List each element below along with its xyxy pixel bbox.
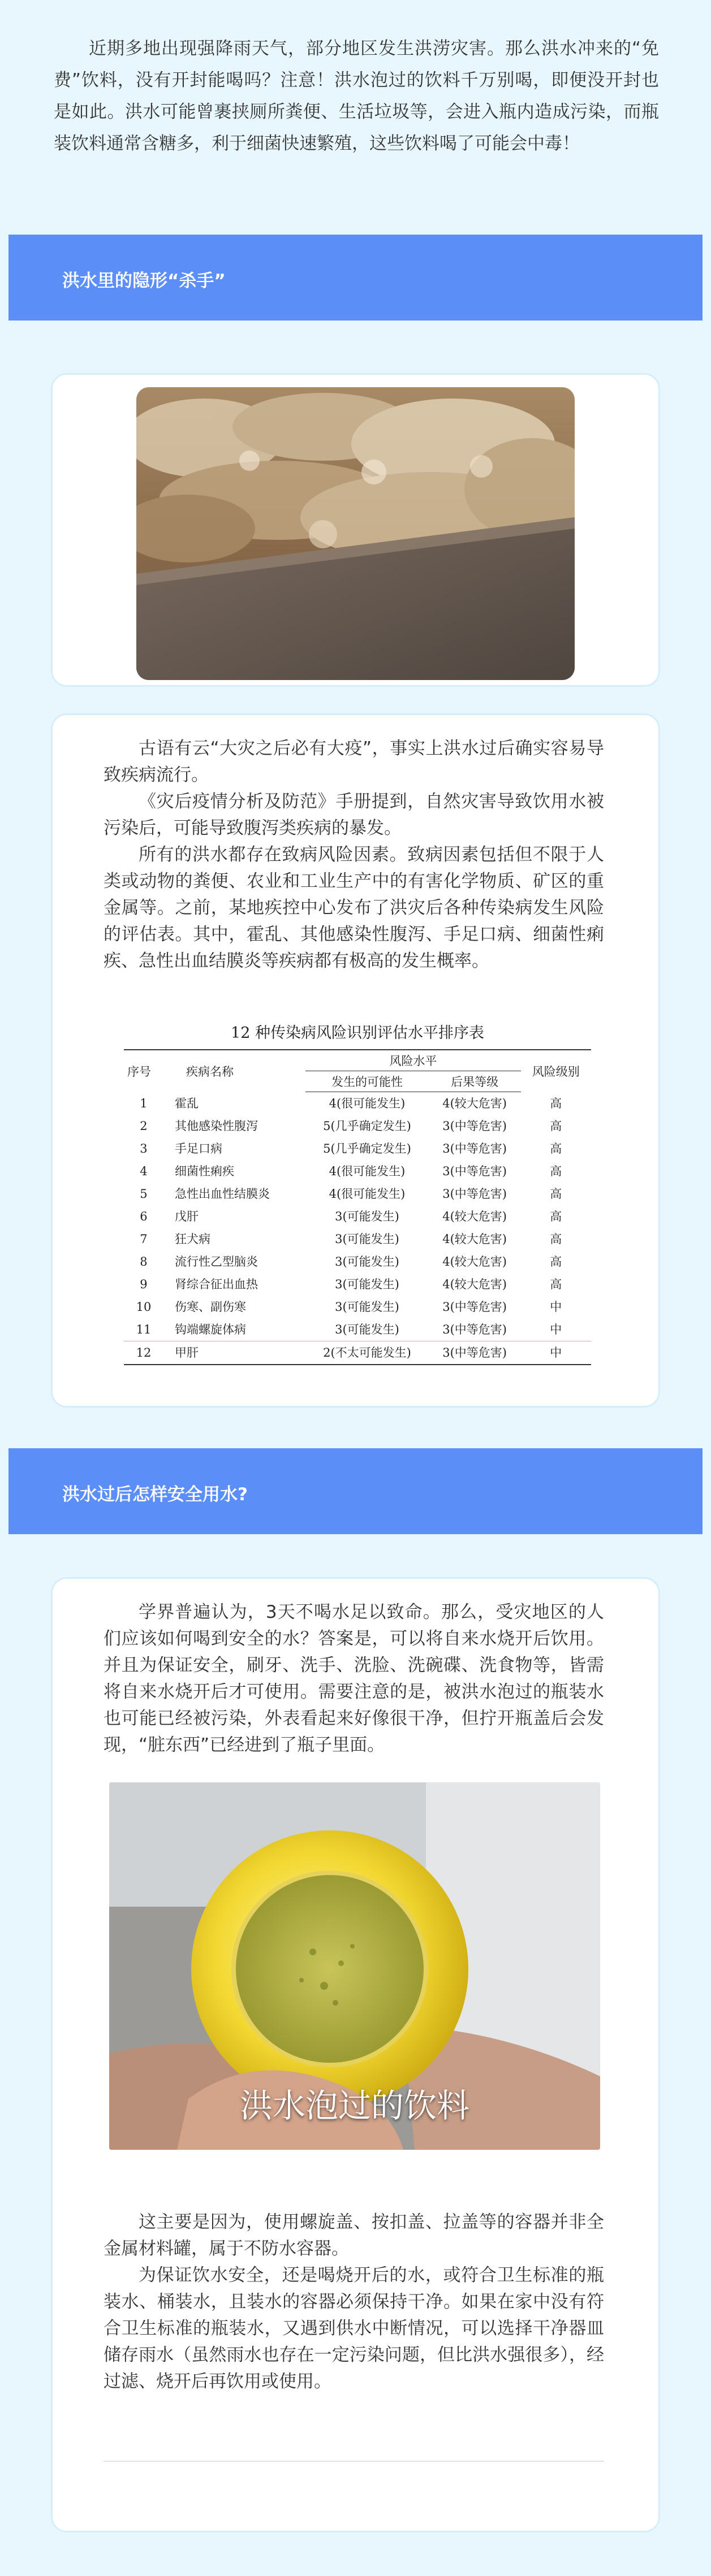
table-row (124, 1115, 591, 1137)
cell-index: 4 (140, 1164, 148, 1178)
cell-consequence: 4(较大危害) (442, 1097, 507, 1110)
intro-paragraph: 近期多地出现强降雨天气，部分地区发生洪涝灾害。那么洪水冲来的“免费”饮料，没有开封能喝吗？注意！洪水泡过的饮料千万别喝，即便没开封也是如此。洪水可能曾裹挟厕所粪便、生活垃圾等，会进入瓶内造成污染，而瓶装饮料通常含糖多，利于细菌快速繁殖，这些饮料喝了可能会中毒！ (54, 38, 659, 154)
cell-likelihood: 3(可能发生) (335, 1278, 399, 1291)
section-title: 洪水过后怎样安全用水? (62, 1484, 248, 1505)
cell-consequence: 3(中等危害) (442, 1119, 507, 1133)
cell-likelihood: 3(可能发生) (335, 1323, 399, 1336)
cell-grade: 高 (550, 1119, 562, 1133)
cell-likelihood: 4(很可能发生) (329, 1164, 406, 1178)
table-row (124, 1273, 591, 1296)
cell-disease: 钩端螺旋体病 (174, 1323, 246, 1336)
cell-likelihood: 3(可能发生) (335, 1210, 399, 1223)
table-row (124, 1205, 591, 1228)
cell-grade: 高 (550, 1142, 562, 1155)
cell-consequence: 3(中等危害) (442, 1300, 507, 1314)
flood-image-card (51, 373, 660, 687)
table-row (124, 1160, 591, 1183)
safe-water-text-2 (104, 2209, 604, 2395)
cell-index: 11 (136, 1323, 152, 1336)
flooded-bottle-cap-image (109, 1782, 600, 2150)
cell-grade: 高 (550, 1187, 562, 1201)
cell-grade: 高 (550, 1164, 562, 1178)
paragraph: 《灾后疫情分析及防范》手册提到，自然灾害导致饮用水被污染后，可能导致腹泻类疾病的暴发。 (104, 791, 604, 838)
cell-likelihood: 3(可能发生) (335, 1232, 399, 1246)
epidemic-text (104, 735, 604, 975)
paragraph: 这主要是因为，使用螺旋盖、按扣盖、拉盖等的容器并非全金属材料罐，属于不防水容器。 (104, 2212, 604, 2259)
cell-disease: 狂犬病 (174, 1232, 210, 1246)
cell-grade: 高 (550, 1255, 562, 1268)
cell-disease: 霍乱 (174, 1096, 199, 1110)
cell-consequence: 4(较大危害) (442, 1278, 507, 1291)
section-banner-safe-water (8, 1448, 703, 1534)
table-row (124, 1137, 591, 1160)
table-row (124, 1341, 591, 1365)
cell-grade: 高 (550, 1232, 562, 1246)
cell-index: 10 (136, 1300, 152, 1314)
risk-assessment-table (124, 1049, 591, 1365)
table-row (124, 1092, 591, 1115)
cell-likelihood: 4(很可能发生) (329, 1187, 406, 1201)
paragraph: 为保证饮水安全，还是喝烧开后的水，或符合卫生标准的瓶装水、桶装水，且装水的容器必须保持干净。如果在家中没有符合卫生标准的瓶装水，又遇到供水中断情况，可以选择干净器皿储存雨水（虽然雨水也存在一定污染问题，但比洪水强很多），经过滤、烧开后再饮用或使用。 (104, 2265, 604, 2392)
cell-grade: 中 (521, 1341, 591, 1365)
header-consequence: 后果等级 (429, 1071, 521, 1092)
cell-index: 12 (124, 1341, 163, 1365)
header-index: 序号 (124, 1050, 163, 1092)
paragraph: 所有的洪水都存在致病风险因素。致病因素包括但不限于人类或动物的粪便、农业和工业生产中的有害化学物质、矿区的重金属等。之前，某地疾控中心发布了洪灾后各种传染病发生风险的评估表。其中，霍乱、其他感染性腹泻、手足口病、细菌性痢疾、急性出血结膜炎等疾病都有极高的发生概率。 (104, 845, 604, 971)
cell-consequence: 4(较大危害) (442, 1232, 507, 1246)
paragraph: 古语有云“大灾之后必有大疫”，事实上洪水过后确实容易导致疾病流行。 (104, 738, 604, 785)
cell-index: 5 (140, 1187, 148, 1201)
table-row (124, 1318, 591, 1341)
cell-index: 6 (140, 1210, 148, 1223)
table-caption: 12 种传染病风险识别评估水平排序表 (231, 1024, 484, 1042)
safe-water-text-1 (104, 1599, 604, 1759)
cell-disease: 手足口病 (174, 1142, 222, 1155)
safe-water-card (51, 1577, 660, 2532)
cell-likelihood: 5(几乎确定发生) (323, 1119, 411, 1133)
cell-disease: 戊肝 (174, 1210, 199, 1223)
cell-disease: 急性出血性结膜炎 (174, 1187, 270, 1201)
cell-index: 1 (140, 1096, 148, 1110)
table-row (124, 1296, 591, 1318)
cell-consequence: 3(中等危害) (442, 1187, 507, 1201)
cell-index: 8 (140, 1255, 148, 1268)
cell-consequence: 3(中等危害) (442, 1142, 507, 1155)
epidemic-info-card (51, 713, 660, 1408)
table-row (124, 1183, 591, 1205)
header-risk-grade: 风险级别 (521, 1050, 591, 1092)
cell-index: 7 (140, 1232, 148, 1246)
cell-consequence: 4(较大危害) (442, 1255, 507, 1268)
cell-disease: 流行性乙型脑炎 (174, 1255, 258, 1268)
paragraph: 学界普遍认为，3天不喝水足以致命。那么，受灾地区的人们应该如何喝到安全的水？答案是，可以将自来水烧开后饮用。并且为保证安全，刷牙、洗手、洗脸、洗碗碟、洗食物等，皆需将自来水烧开后才可使用。需要注意的是，被洪水泡过的瓶装水也可能已经被污染，外表看起来好像很干净，但拧开瓶盖后会发现，“脏东西”已经进到了瓶子里面。 (104, 1602, 604, 1755)
cell-likelihood: 3(可能发生) (335, 1300, 399, 1314)
cell-disease: 伤寒、副伤寒 (174, 1300, 246, 1314)
flood-water-image (136, 387, 575, 680)
cell-disease: 细菌性痢疾 (174, 1164, 234, 1178)
header-likelihood: 发生的可能性 (305, 1071, 428, 1092)
cell-likelihood: 5(几乎确定发生) (323, 1142, 411, 1155)
section-banner-hidden-killer (8, 235, 703, 321)
cell-consequence: 3(中等危害) (442, 1164, 507, 1178)
cell-index: 9 (140, 1278, 148, 1291)
divider (104, 2461, 604, 2462)
risk-table (124, 1020, 591, 1365)
table-row (124, 1250, 591, 1273)
cell-grade: 中 (550, 1300, 562, 1314)
section-title: 洪水里的隐形“杀手” (62, 271, 226, 291)
cell-consequence: 4(较大危害) (442, 1210, 507, 1223)
header-risk-level: 风险水平 (305, 1050, 520, 1071)
cell-disease: 肾综合征出血热 (174, 1278, 258, 1291)
cell-likelihood: 2(不太可能发生) (305, 1341, 428, 1365)
cell-grade: 高 (550, 1096, 562, 1110)
cell-consequence: 3(中等危害) (442, 1323, 507, 1336)
image-caption-overlay: 洪水泡过的饮料 (239, 2086, 469, 2125)
cell-likelihood: 3(可能发生) (335, 1255, 399, 1268)
cell-likelihood: 4(很可能发生) (329, 1097, 406, 1110)
cell-grade: 高 (550, 1210, 562, 1223)
table-row (124, 1228, 591, 1250)
cell-grade: 高 (550, 1278, 562, 1291)
cell-grade: 中 (550, 1323, 562, 1336)
cell-disease: 其他感染性腹泻 (174, 1119, 258, 1133)
header-disease: 疾病名称 (163, 1050, 305, 1092)
cell-consequence: 3(中等危害) (429, 1341, 521, 1365)
intro-section (0, 0, 711, 215)
cell-index: 2 (140, 1119, 148, 1133)
cell-index: 3 (140, 1142, 148, 1155)
cell-disease: 甲肝 (163, 1341, 305, 1365)
